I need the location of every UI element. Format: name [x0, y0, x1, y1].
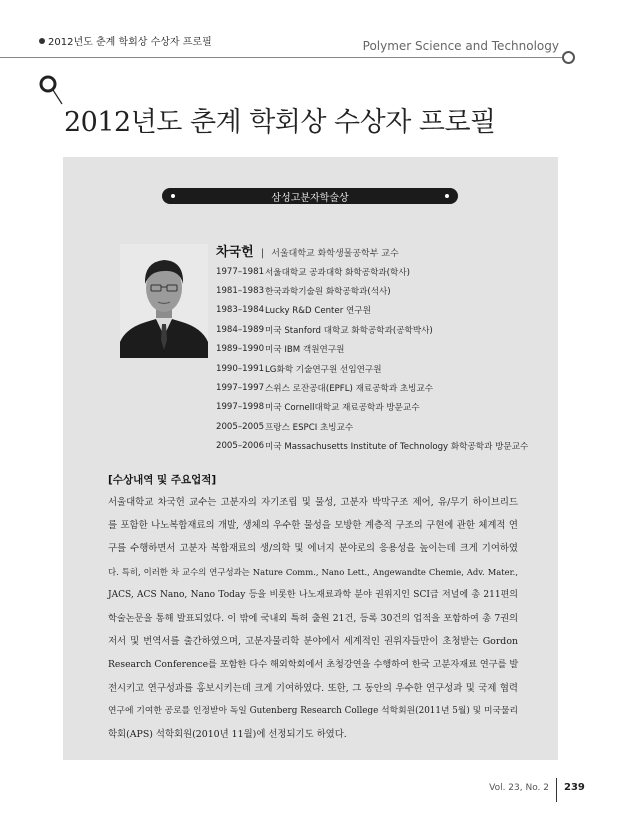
body-line: Research Conference를 포함한 다수 해외학회에서 초청강연을 수행하여 한국 고분자재료 연구를 발 — [108, 659, 519, 671]
career-item — [216, 262, 536, 281]
page-number: 239 — [564, 782, 585, 793]
footer-volume: Vol. 23, No. 2 — [489, 783, 549, 793]
career-years: 1981–1983 — [216, 286, 265, 297]
body-line: JACS, ACS Nano, Nano Today 등을 비롯한 나노재료과학 분야 권위지인 SCI급 저널에 총 211편의 — [108, 589, 518, 600]
career-years: 1977–1981 — [216, 266, 265, 277]
career-item — [216, 398, 536, 417]
header-rule — [0, 57, 572, 58]
page-title: 2012년도 춘계 학회상 수상자 프로필 — [64, 107, 496, 138]
career-desc: LG화학 기술연구원 선임연구원 — [265, 364, 382, 375]
body-line: 서울대학교 차국헌 교수는 고분자의 자기조립 및 물성, 고분자 박막구조 제어, 유/무기 하이브리드 — [108, 497, 518, 508]
career-years: 1989–1990 — [216, 344, 265, 355]
career-desc: 스위스 로잔공대(EPFL) 재료공학과 초빙교수 — [265, 384, 434, 395]
award-name: 삼성고분자학술상 — [271, 193, 349, 204]
portrait-photo — [120, 244, 208, 358]
journal-name: Polymer Science and Technology — [362, 39, 559, 53]
career-desc: 미국 IBM 객원연구원 — [265, 345, 345, 356]
person-header — [216, 241, 399, 260]
body-line: 전시키고 연구성과를 홍보시키는데 크게 기여하였다. 또한, 그 동안의 우수한 연구성과 및 국제 협력 — [108, 682, 518, 694]
career-list — [216, 262, 536, 456]
career-years: 2005–2005 — [216, 421, 265, 432]
body-line: 연구에 기여한 공로를 인정받아 독일 Gutenberg Research College 석학회원(2011년 5월) 및 미국물리 — [108, 705, 518, 716]
career-item — [216, 359, 536, 378]
career-desc: 미국 Stanford 대학교 화학공학과(공학박사) — [265, 325, 433, 336]
award-banner — [162, 188, 458, 204]
name-separator: | — [260, 248, 265, 259]
header-circle-icon — [562, 51, 575, 64]
career-item — [216, 320, 536, 339]
career-desc: 미국 Massachusetts Institute of Technology 화학공학과 방문교수 — [265, 442, 529, 453]
career-years: 2005–2006 — [216, 441, 265, 452]
pill-dot-right-icon — [445, 194, 449, 198]
body-line: 학술논문을 통해 발표되었다. 이 밖에 국내외 특허 출원 21건, 등록 30건의 업적을 포함하여 총 7권의 — [108, 613, 518, 625]
career-years: 1984–1989 — [216, 324, 265, 335]
body-line: 구를 수행하면서 고분자 복합재료의 생/의학 및 에너지 분야로의 응용성을 높이는데 크게 기여하였 — [108, 543, 518, 555]
career-item — [216, 340, 536, 359]
career-desc: 프랑스 ESPCI 초빙교수 — [265, 422, 354, 433]
achievements-body — [108, 491, 518, 746]
person-affiliation: 서울대학교 화학생물공학부 교수 — [271, 249, 399, 259]
header-section-title: 2012년도 춘계 학회상 수상자 프로필 — [48, 37, 212, 48]
body-line: 저서 및 번역서를 출간하였으며, 고분자물리학 분야에서 세계적인 권위자들만이 초청받는 Gordon — [108, 636, 518, 648]
body-line: 학회(APS) 석학회원(2010년 11월)에 선정되기도 하였다. — [108, 729, 347, 741]
career-years: 1990–1991 — [216, 363, 265, 374]
person-name: 차국헌 — [216, 245, 254, 260]
career-years: 1997–1998 — [216, 402, 265, 413]
body-line: 다. 특히, 이러한 차 교수의 연구성과는 Nature Comm., Nano Lett., Angewandte Chemie, Adv. Mater., — [108, 566, 518, 577]
career-item — [216, 301, 536, 320]
career-item — [216, 378, 536, 397]
career-desc: 서울대학교 공과대학 화학공학과(학사) — [265, 267, 410, 278]
career-item — [216, 281, 536, 300]
career-item — [216, 437, 536, 456]
body-line: 를 포함한 나노복합재료의 개발, 생체의 우수한 물성을 모방한 계층적 구조의 구현에 관한 체계적 연 — [108, 520, 518, 532]
achievements-heading: [수상내역 및 주요업적] — [108, 474, 217, 486]
footer-separator — [556, 778, 557, 802]
career-desc: 미국 Cornell대학교 재료공학과 방문교수 — [265, 403, 420, 414]
career-years: 1997–1997 — [216, 383, 265, 394]
career-desc: Lucky R&D Center 연구원 — [265, 306, 371, 317]
career-years: 1983–1984 — [216, 305, 265, 316]
magnifier-icon — [38, 74, 64, 106]
header-bullet-icon — [39, 38, 45, 44]
career-desc: 한국과학기술원 화학공학과(석사) — [265, 287, 391, 298]
career-item — [216, 417, 536, 436]
